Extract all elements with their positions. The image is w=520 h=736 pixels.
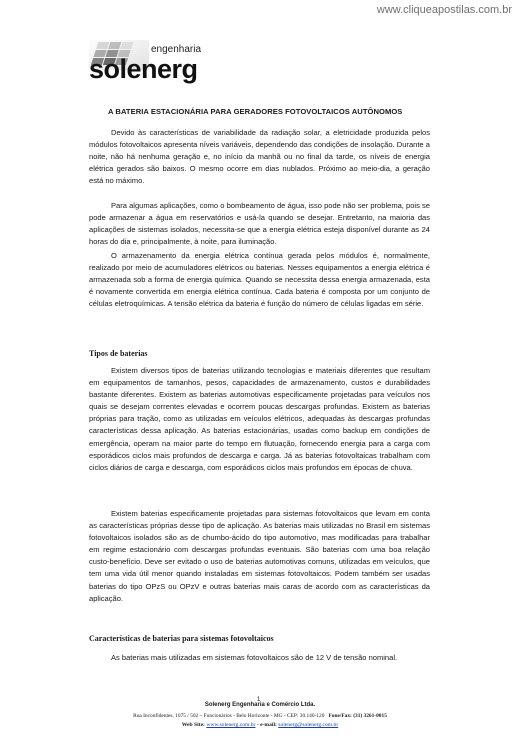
footer-contacts (0, 722, 520, 728)
paragraph: Para algumas aplicações, como o bombeamento de água, isso pode não ser problema, pois se pode armazenar a água em reservatórios e usá-la quando se desejar. Entretanto, na maioria das aplicações de sistemas isolados, necessita-se que a energia elétrica esteja disponível durante as 24 horas do dia e, principalmente, à noite, para iluminação. (89, 201, 430, 247)
footer-address-text: Rua Inconfidentes, 1075 / 502 – Funcionários - Belo Horizonte - MG - CEP: 30.140-120 (133, 713, 325, 719)
intro-section-2 (89, 200, 430, 248)
paragraph: As baterias mais utilizadas em sistemas fotovoltaicos são de 12 V de tensão nominal. (111, 653, 398, 662)
intro-section (89, 127, 430, 187)
paragraph: Devido às características de variabilidade da radiação solar, a eletricidade produzida pelos módulos fotovoltaicos apresenta níveis variáveis, dependendo das condições de insolação. Durante a noite, não há nenhuma geração e, no início da manhã ou no final da tarde, os níveis de energia elétrica gerados são baixos. O mesmo ocorre em dias nublados. Próximo ao meio-dia, a geração está no máximo. (89, 128, 430, 186)
solenerg-logo (89, 40, 214, 84)
section-heading-caracteristicas (89, 634, 430, 643)
email-link[interactable]: solenerg@solenerg.com.br (278, 722, 339, 728)
footer-company: Solenerg Engenharia e Comércio Ltda. (204, 702, 316, 708)
svg-text:solenerg: solenerg (89, 54, 198, 84)
paragraph: Existem baterias especificamente projetadas para sistemas fotovoltaicos que levam em conta as características próprias desse tipo de aplicação. As baterias mais utilizadas no Brasil em sistemas fotovoltaicos isolados são as de chumbo-ácido do tipo automotivo, mas modificadas para trabalhar em regime estacionário com descargas profundas eventuais. São baterias com uma boa relação custo-benefício. Deve ser evitado o uso de baterias automotivas comuns, utilizadas em veículos, que tem uma vida útil menor quando instaladas em sistemas fotovoltaicos. Podem também ser usadas baterias do tipo OPzS ou OPzV e outras baterias mais caras de acordo com as características da aplicação. (89, 509, 430, 603)
watermark-url: www.cliqueapostilas.com.br (376, 4, 512, 16)
page-title: A BATERIA ESTACIONÁRIA PARA GERADORES FOTOVOLTAICOS AUTÔNOMOS (108, 107, 403, 116)
intro-section-3 (89, 250, 430, 310)
section2-para1 (89, 652, 430, 664)
logo-graphic-icon (89, 40, 214, 84)
section1-para1 (89, 365, 430, 474)
footer-email-label: - e-mail: (256, 722, 277, 728)
footer-address (0, 713, 520, 719)
section-heading: Tipos de baterias (89, 349, 148, 358)
paragraph: Existem diversos tipos de baterias utilizando tecnologias e materiais diferentes que resultam em equipamentos de tamanhos, pesos, capacidades de armazenamento, custos e durabilidades bastante diferentes. Existem as baterias automotivas especificamente projetadas para veículos nos quais se desejam correntes elevadas e ocorrem poucas descargas profundas. Existem as baterias próprias para tração, como as utilizadas em veículos elétricos, adequadas às descargas profundas características dessa aplicação. As baterias estacionárias, usadas como backup em condições de emergência, operam na maior parte do tempo em flutuação, fornecendo energia para a carga com esporádicos ciclos mais profundos de descarga e carga. Já as baterias fotovoltaicas trabalham com ciclos diários de carga e descarga, com esporádicos ciclos mais profundos em épocas de chuva. (89, 366, 430, 472)
section-heading: Características de baterias para sistemas fotovoltaicos (89, 634, 274, 643)
footer-site-label: Web Site: (181, 722, 205, 728)
section-heading-tipos (89, 349, 430, 358)
page-number: 1 (257, 697, 261, 703)
svg-text:engenharia: engenharia (151, 44, 202, 55)
website-link[interactable]: www.solenerg.com.br (206, 722, 256, 728)
section1-para2 (89, 508, 430, 605)
footer-phone: Fone/Fax: (31) 3261-0015 (328, 713, 387, 719)
paragraph: O armazenamento da energia elétrica contínua gerada pelos módulos é, normalmente, realizado por meio de acumuladores elétricos ou baterias. Nesses equipamentos a energia elétrica é armazenada sob a forma de energia química. Quando se necessita dessa energia armazenada, esta é novamente convertida em energia elétrica contínua. Cada bateria é composta por um conjunto de células eletroquímicas. A tensão elétrica da bateria é função do número de células ligadas em série. (89, 251, 430, 309)
